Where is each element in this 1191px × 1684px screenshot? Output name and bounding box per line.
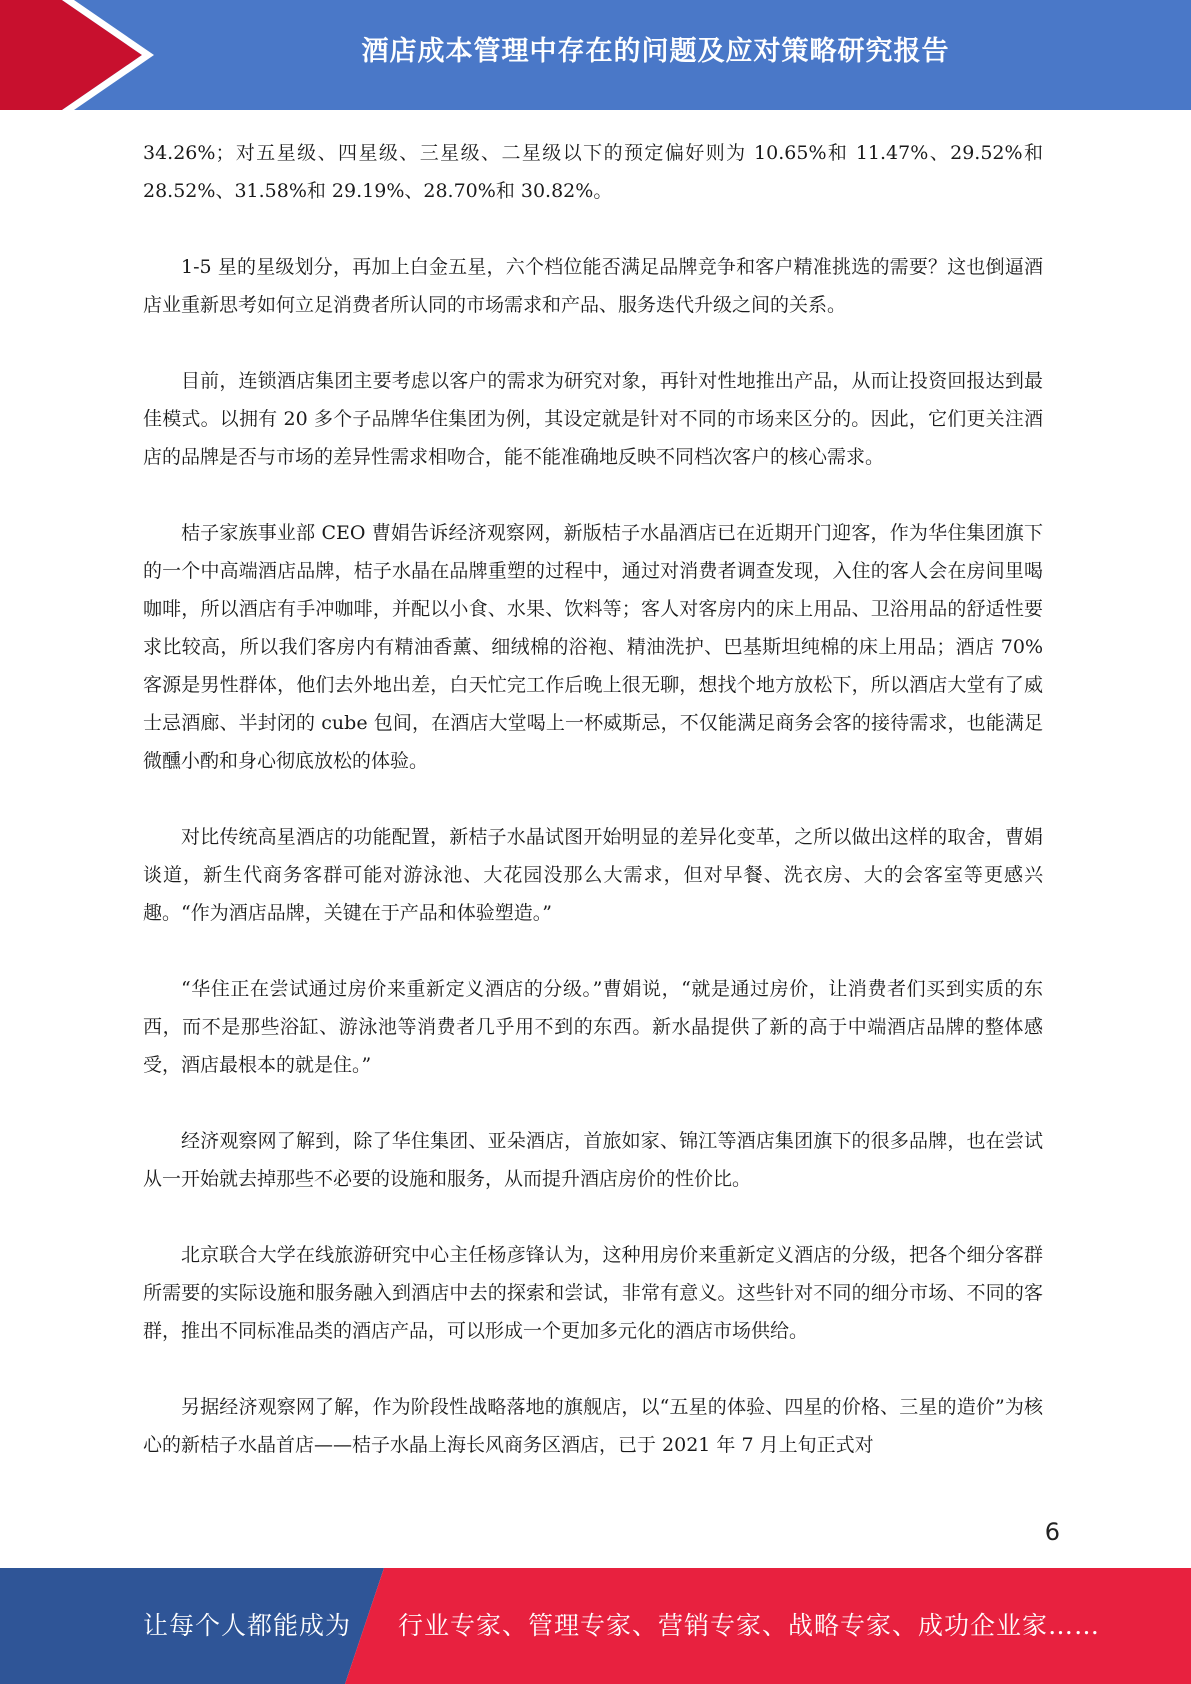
- footer-slogan-left: 让每个人都能成为: [143, 1611, 352, 1640]
- paragraph: 对比传统高星酒店的功能配置，新桔子水晶试图开始明显的差异化变革，之所以做出这样的取舍，曹娟谈道，新生代商务客群可能对游泳池、大花园没那么大需求，但对早餐、洗衣房、大的会客室等更感兴趣。“作为酒店品牌，关键在于产品和体验塑造。”: [143, 826, 1043, 924]
- paragraph: “华住正在尝试通过房价来重新定义酒店的分级。”曹娟说，“就是通过房价，让消费者们买到实质的东西，而不是那些浴缸、游泳池等消费者几乎用不到的东西。新水晶提供了新的高于中端酒店品牌的整体感受，酒店最根本的就是住。”: [143, 978, 1043, 1076]
- paragraph: 目前，连锁酒店集团主要考虑以客户的需求为研究对象，再针对性地推出产品，从而让投资回报达到最佳模式。以拥有 20 多个子品牌华住集团为例，其设定就是针对不同的市场来区分的。因此，它们更关注酒店的品牌是否与市场的差异性需求相吻合，能不能准确地反映不同档次客户的核心需求。: [143, 370, 1043, 468]
- footer-slogan-right: 行业专家、管理专家、营销专家、战略专家、成功企业家……: [398, 1611, 1101, 1640]
- paragraph: 1-5 星的星级划分，再加上白金五星，六个档位能否满足品牌竞争和客户精准挑选的需要？这也倒逼酒店业重新思考如何立足消费者所认同的市场需求和产品、服务迭代升级之间的关系。: [143, 256, 1043, 316]
- document-body: [143, 134, 1043, 1502]
- paragraph-continuation: 34.26%；对五星级、四星级、三星级、二星级以下的预定偏好则为 10.65%和 11.47%、29.52%和 28.52%、31.58%和 29.19%、28.70%和 30.82%。: [143, 142, 1043, 202]
- paragraph: 北京联合大学在线旅游研究中心主任杨彦锋认为，这种用房价来重新定义酒店的分级，把各个细分客群所需要的实际设施和服务融入到酒店中去的探索和尝试，非常有意义。这些针对不同的细分市场、不同的客群，推出不同标准品类的酒店产品，可以形成一个更加多元化的酒店市场供给。: [143, 1244, 1043, 1342]
- document-title: 酒店成本管理中存在的问题及应对策略研究报告: [361, 36, 950, 67]
- page-number: 6: [1044, 1518, 1060, 1546]
- chevron-shape: [0, 0, 142, 110]
- page-header: [0, 0, 1191, 110]
- page-footer: [0, 1568, 1191, 1684]
- paragraph: 经济观察网了解到，除了华住集团、亚朵酒店，首旅如家、锦江等酒店集团旗下的很多品牌，也在尝试从一开始就去掉那些不必要的设施和服务，从而提升酒店房价的性价比。: [143, 1130, 1043, 1190]
- paragraph: 另据经济观察网了解，作为阶段性战略落地的旗舰店，以“五星的体验、四星的价格、三星的造价”为核心的新桔子水晶首店——桔子水晶上海长风商务区酒店，已于 2021 年 7 月上旬正式对: [143, 1396, 1043, 1456]
- paragraph: 桔子家族事业部 CEO 曹娟告诉经济观察网，新版桔子水晶酒店已在近期开门迎客，作为华住集团旗下的一个中高端酒店品牌，桔子水晶在品牌重塑的过程中，通过对消费者调查发现，入住的客人会在房间里喝咖啡，所以酒店有手冲咖啡，并配以小食、水果、饮料等；客人对客房内的床上用品、卫浴用品的舒适性要求比较高，所以我们客房内有精油香薰、细绒棉的浴袍、精油洗护、巴基斯坦纯棉的床上用品；酒店 70%客源是男性群体，他们去外地出差，白天忙完工作后晚上很无聊，想找个地方放松下，所以酒店大堂有了威士忌酒廊、半封闭的 cube 包间，在酒店大堂喝上一杯威斯忌，不仅能满足商务会客的接待需求，也能满足微醺小酌和身心彻底放松的体验。: [143, 522, 1043, 772]
